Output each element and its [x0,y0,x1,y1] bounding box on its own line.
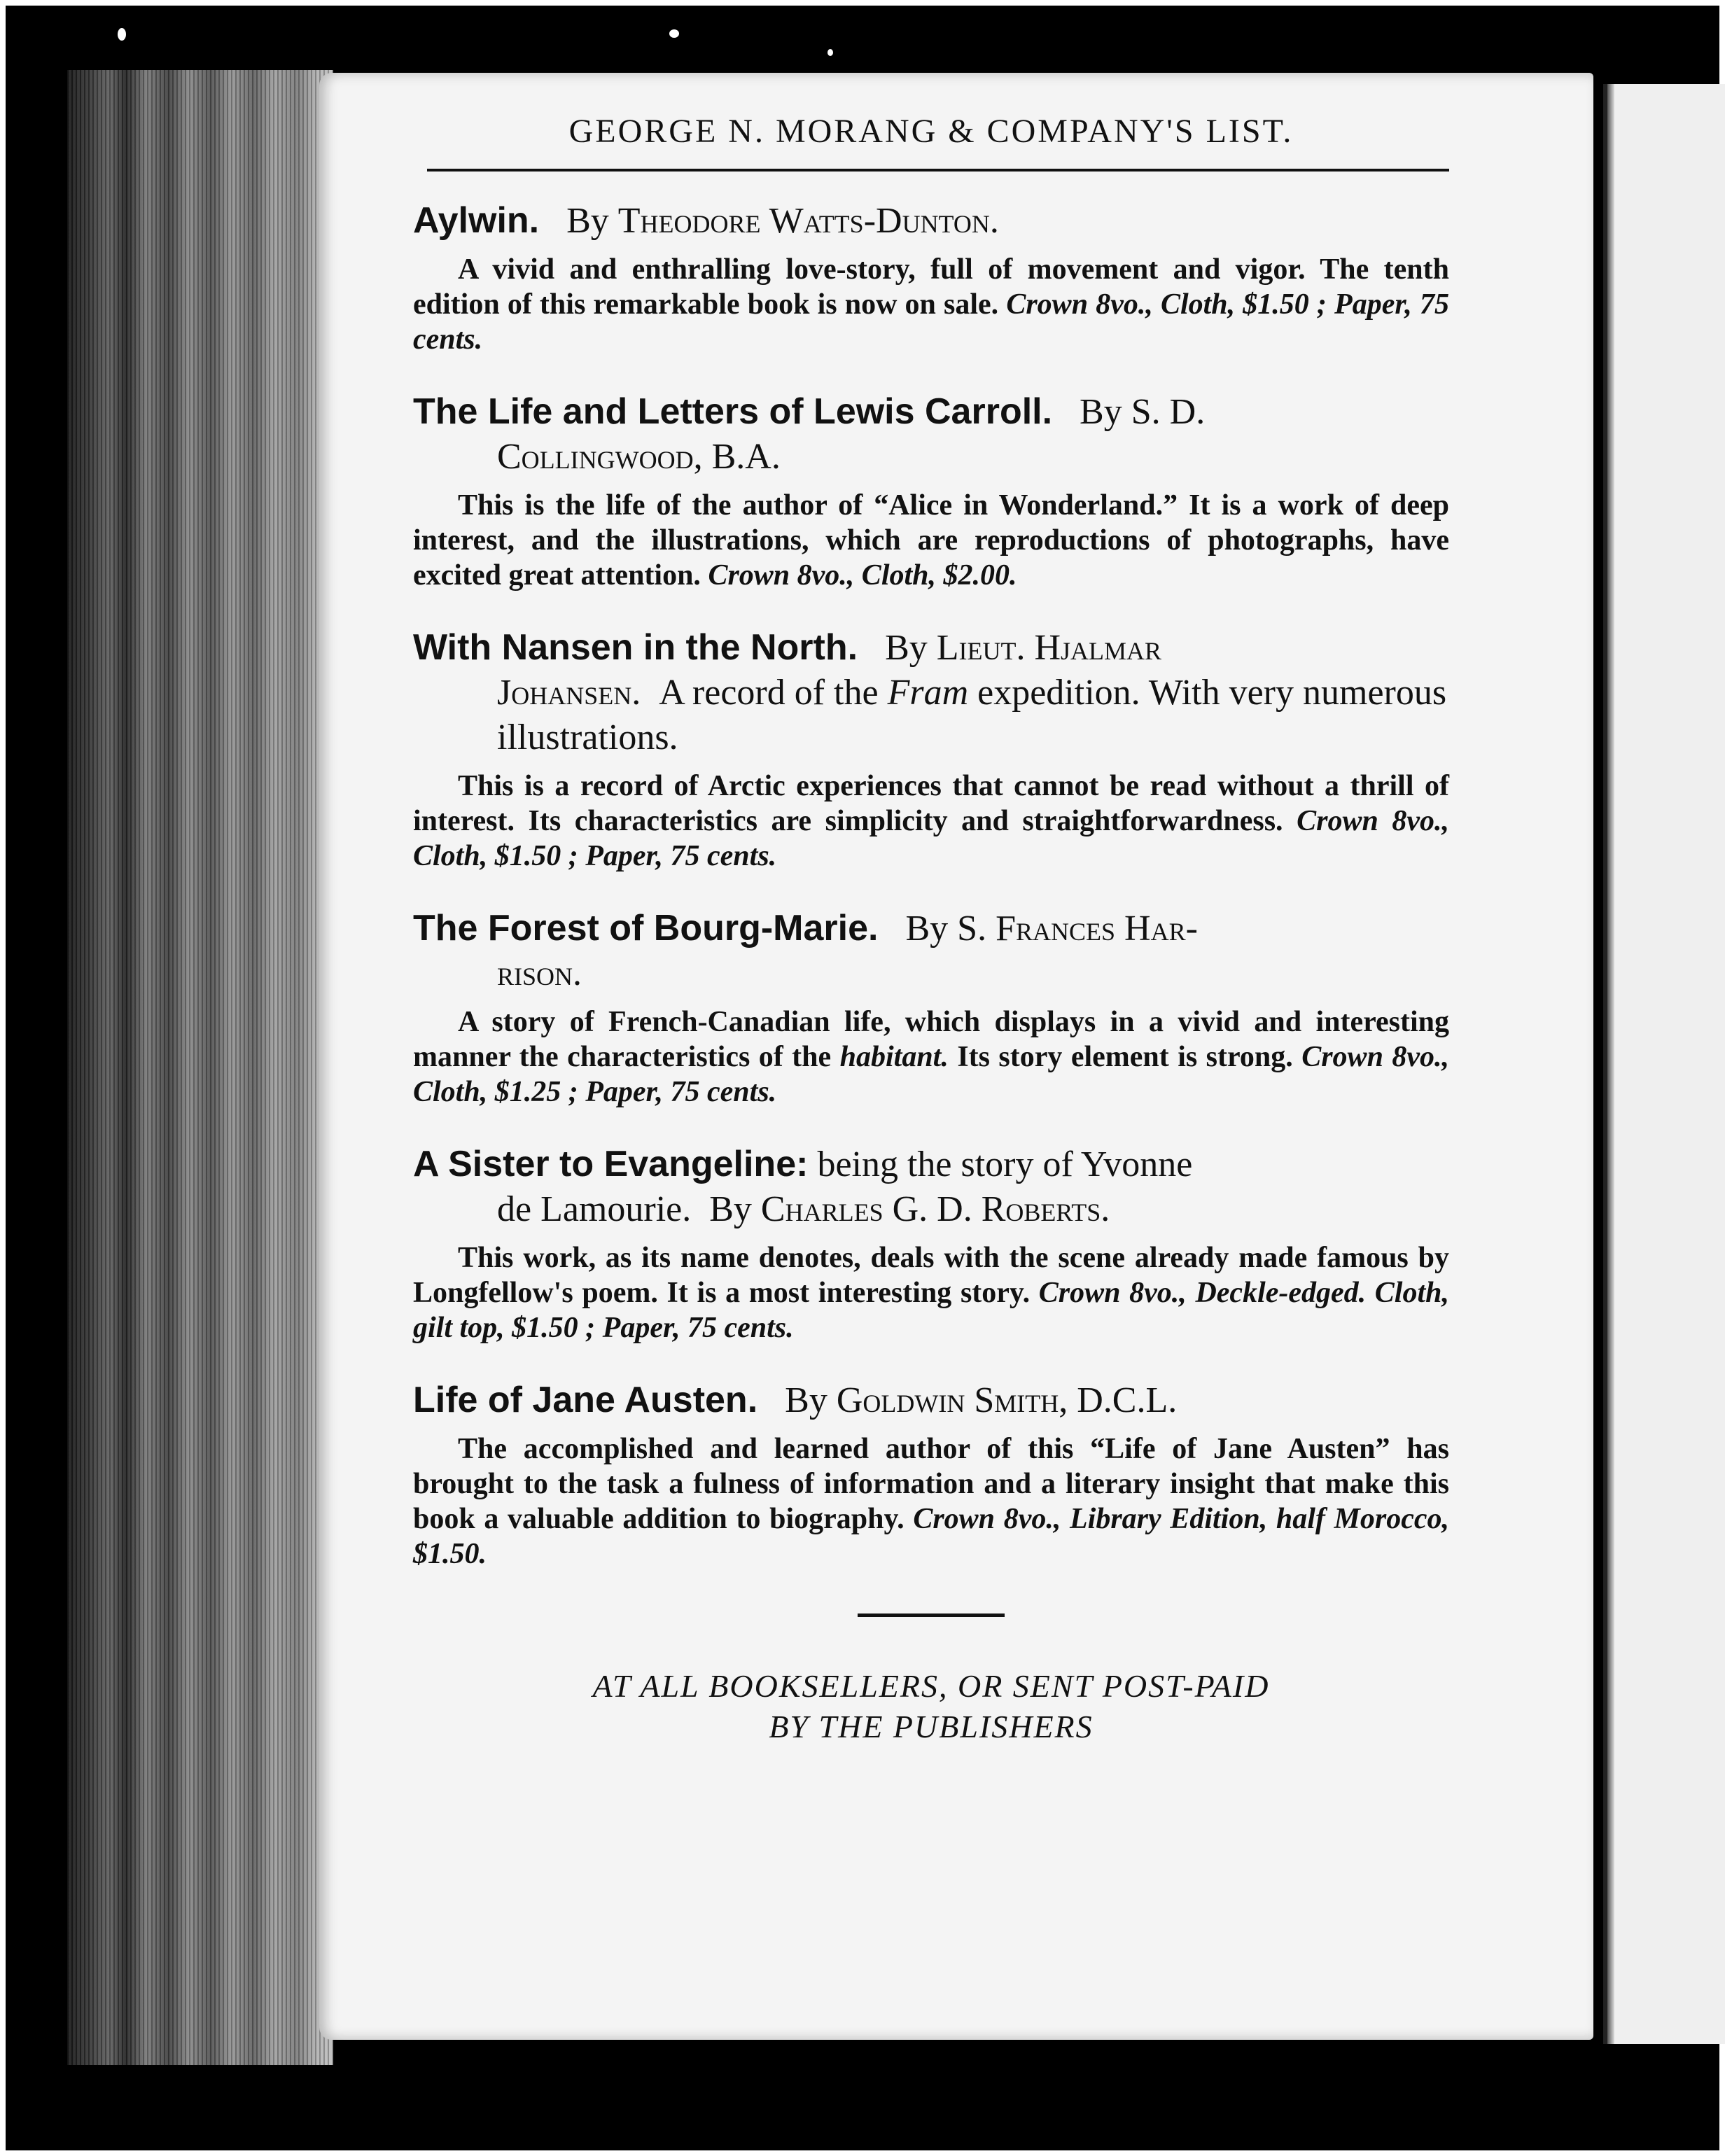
book-title: Aylwin. [413,200,540,241]
entry-heading [413,906,1449,996]
facing-page-edge [1603,84,1725,2044]
book-description [413,1240,1449,1345]
footer-line-2: BY THE PUBLISHERS [769,1709,1094,1744]
book-author: S. Frances Har- [957,909,1198,948]
description-text: This is the life of the author of “Alice in Wonderland.” It is a work of deep interest, and the illustrations, which are reproductions of photographs, have excited great attention. [413,489,1449,592]
by-label: By [785,1380,827,1420]
heading-continuation [413,1187,1449,1232]
header-rule [427,169,1449,172]
book-entry-lewis-carroll [413,389,1449,593]
book-author: S. D. [1131,392,1206,432]
book-author: Charles G. D. Roberts. [760,1189,1110,1229]
book-entry-evangeline [413,1142,1449,1345]
by-label: By [1080,392,1122,432]
by-label: By [885,628,928,668]
scan-speck [118,28,126,41]
book-author-continued: Collingwood, B.A. [497,437,781,477]
book-description [413,769,1449,874]
book-author: Theodore Watts-Dunton. [617,201,999,241]
footer-rule [858,1614,1005,1617]
book-title: With Nansen in the North. [413,627,858,668]
book-entry-nansen [413,625,1449,874]
book-price: Crown 8vo., Deckle-edged. Cloth, gilt top, $1.50 ; Paper, 75 cents. [413,1277,1450,1344]
heading-subtitle: A record of the [659,673,879,713]
book-title: The Forest of Bourg-Marie. [413,908,879,948]
book-page-edges [67,70,333,2065]
italic-term: habitant. [839,1041,949,1073]
page-footer [413,1666,1449,1747]
book-entry-jane-austen [413,1378,1449,1572]
entry-heading [413,198,1449,244]
book-price: Crown 8vo., Library Edition, half Morocco, $1.50. [413,1503,1449,1570]
by-label: By [566,201,609,241]
page-header: GEORGE N. MORANG & COMPANY'S LIST. [568,113,1294,150]
book-title: The Life and Letters of Lewis Carroll. [413,391,1053,432]
description-text-end: Its story element is strong. [957,1041,1293,1073]
book-description [413,1432,1449,1572]
page-content [413,105,1449,1747]
book-price: Crown 8vo., Cloth, $1.50 ; Paper, 75 cents. [413,288,1450,356]
book-price: Crown 8vo., Cloth, $1.50 ; Paper, 75 cents. [413,805,1450,872]
book-title: A Sister to Evangeline: [413,1144,809,1184]
description-text: A vivid and enthralling love-story, full of movement and vigor. The tenth edition of this remarkable book is now on sale. [413,253,1449,321]
entry-heading [413,389,1449,479]
book-subtitle-continued: de Lamourie. [497,1189,692,1229]
book-entry-bourg-marie [413,906,1449,1110]
footer-line-1: AT ALL BOOKSELLERS, OR SENT POST-PAID [592,1668,1270,1704]
scan-speck [669,29,679,38]
book-description [413,1004,1449,1110]
scan-speck [827,49,833,56]
book-subtitle: being the story of Yvonne [817,1144,1193,1184]
book-author: Goldwin Smith, D.C.L. [836,1380,1178,1420]
heading-subtitle-end: expedition. With very numerous illustrations. [497,673,1447,757]
description-text: This work, as its name denotes, deals with the scene already made famous by Longfellow's poem. It is a most interesting story. [413,1242,1449,1309]
book-entry-aylwin [413,198,1449,357]
book-price: Crown 8vo., Cloth, $1.25 ; Paper, 75 cents. [413,1041,1450,1108]
book-description [413,488,1449,593]
description-text: A story of French-Canadian life, which displays in a vivid and interesting manner the characteristics of the [413,1006,1449,1073]
book-title: Life of Jane Austen. [413,1380,758,1420]
book-price: Crown 8vo., Cloth, $2.00. [708,559,1017,592]
by-label: By [905,909,949,948]
by-label: By [709,1189,752,1229]
heading-continuation [413,671,1449,760]
book-description [413,252,1449,357]
book-author-continued: rison. [497,953,582,993]
entry-heading [413,1142,1449,1232]
entry-heading [413,625,1449,760]
entry-heading [413,1378,1449,1423]
ship-name: Fram [887,673,969,713]
description-text: The accomplished and learned author of this “Life of Jane Austen” has brought to the task a fulness of information and a literary insight that make this book a valuable addition to biography. [413,1433,1449,1535]
book-author-continued: Johansen. [497,673,641,713]
book-author: Lieut. Hjalmar [936,628,1162,668]
description-text: This is a record of Arctic experiences that cannot be read without a thrill of interest. Its characteristics are simplicity and straightforwardness. [413,770,1449,837]
